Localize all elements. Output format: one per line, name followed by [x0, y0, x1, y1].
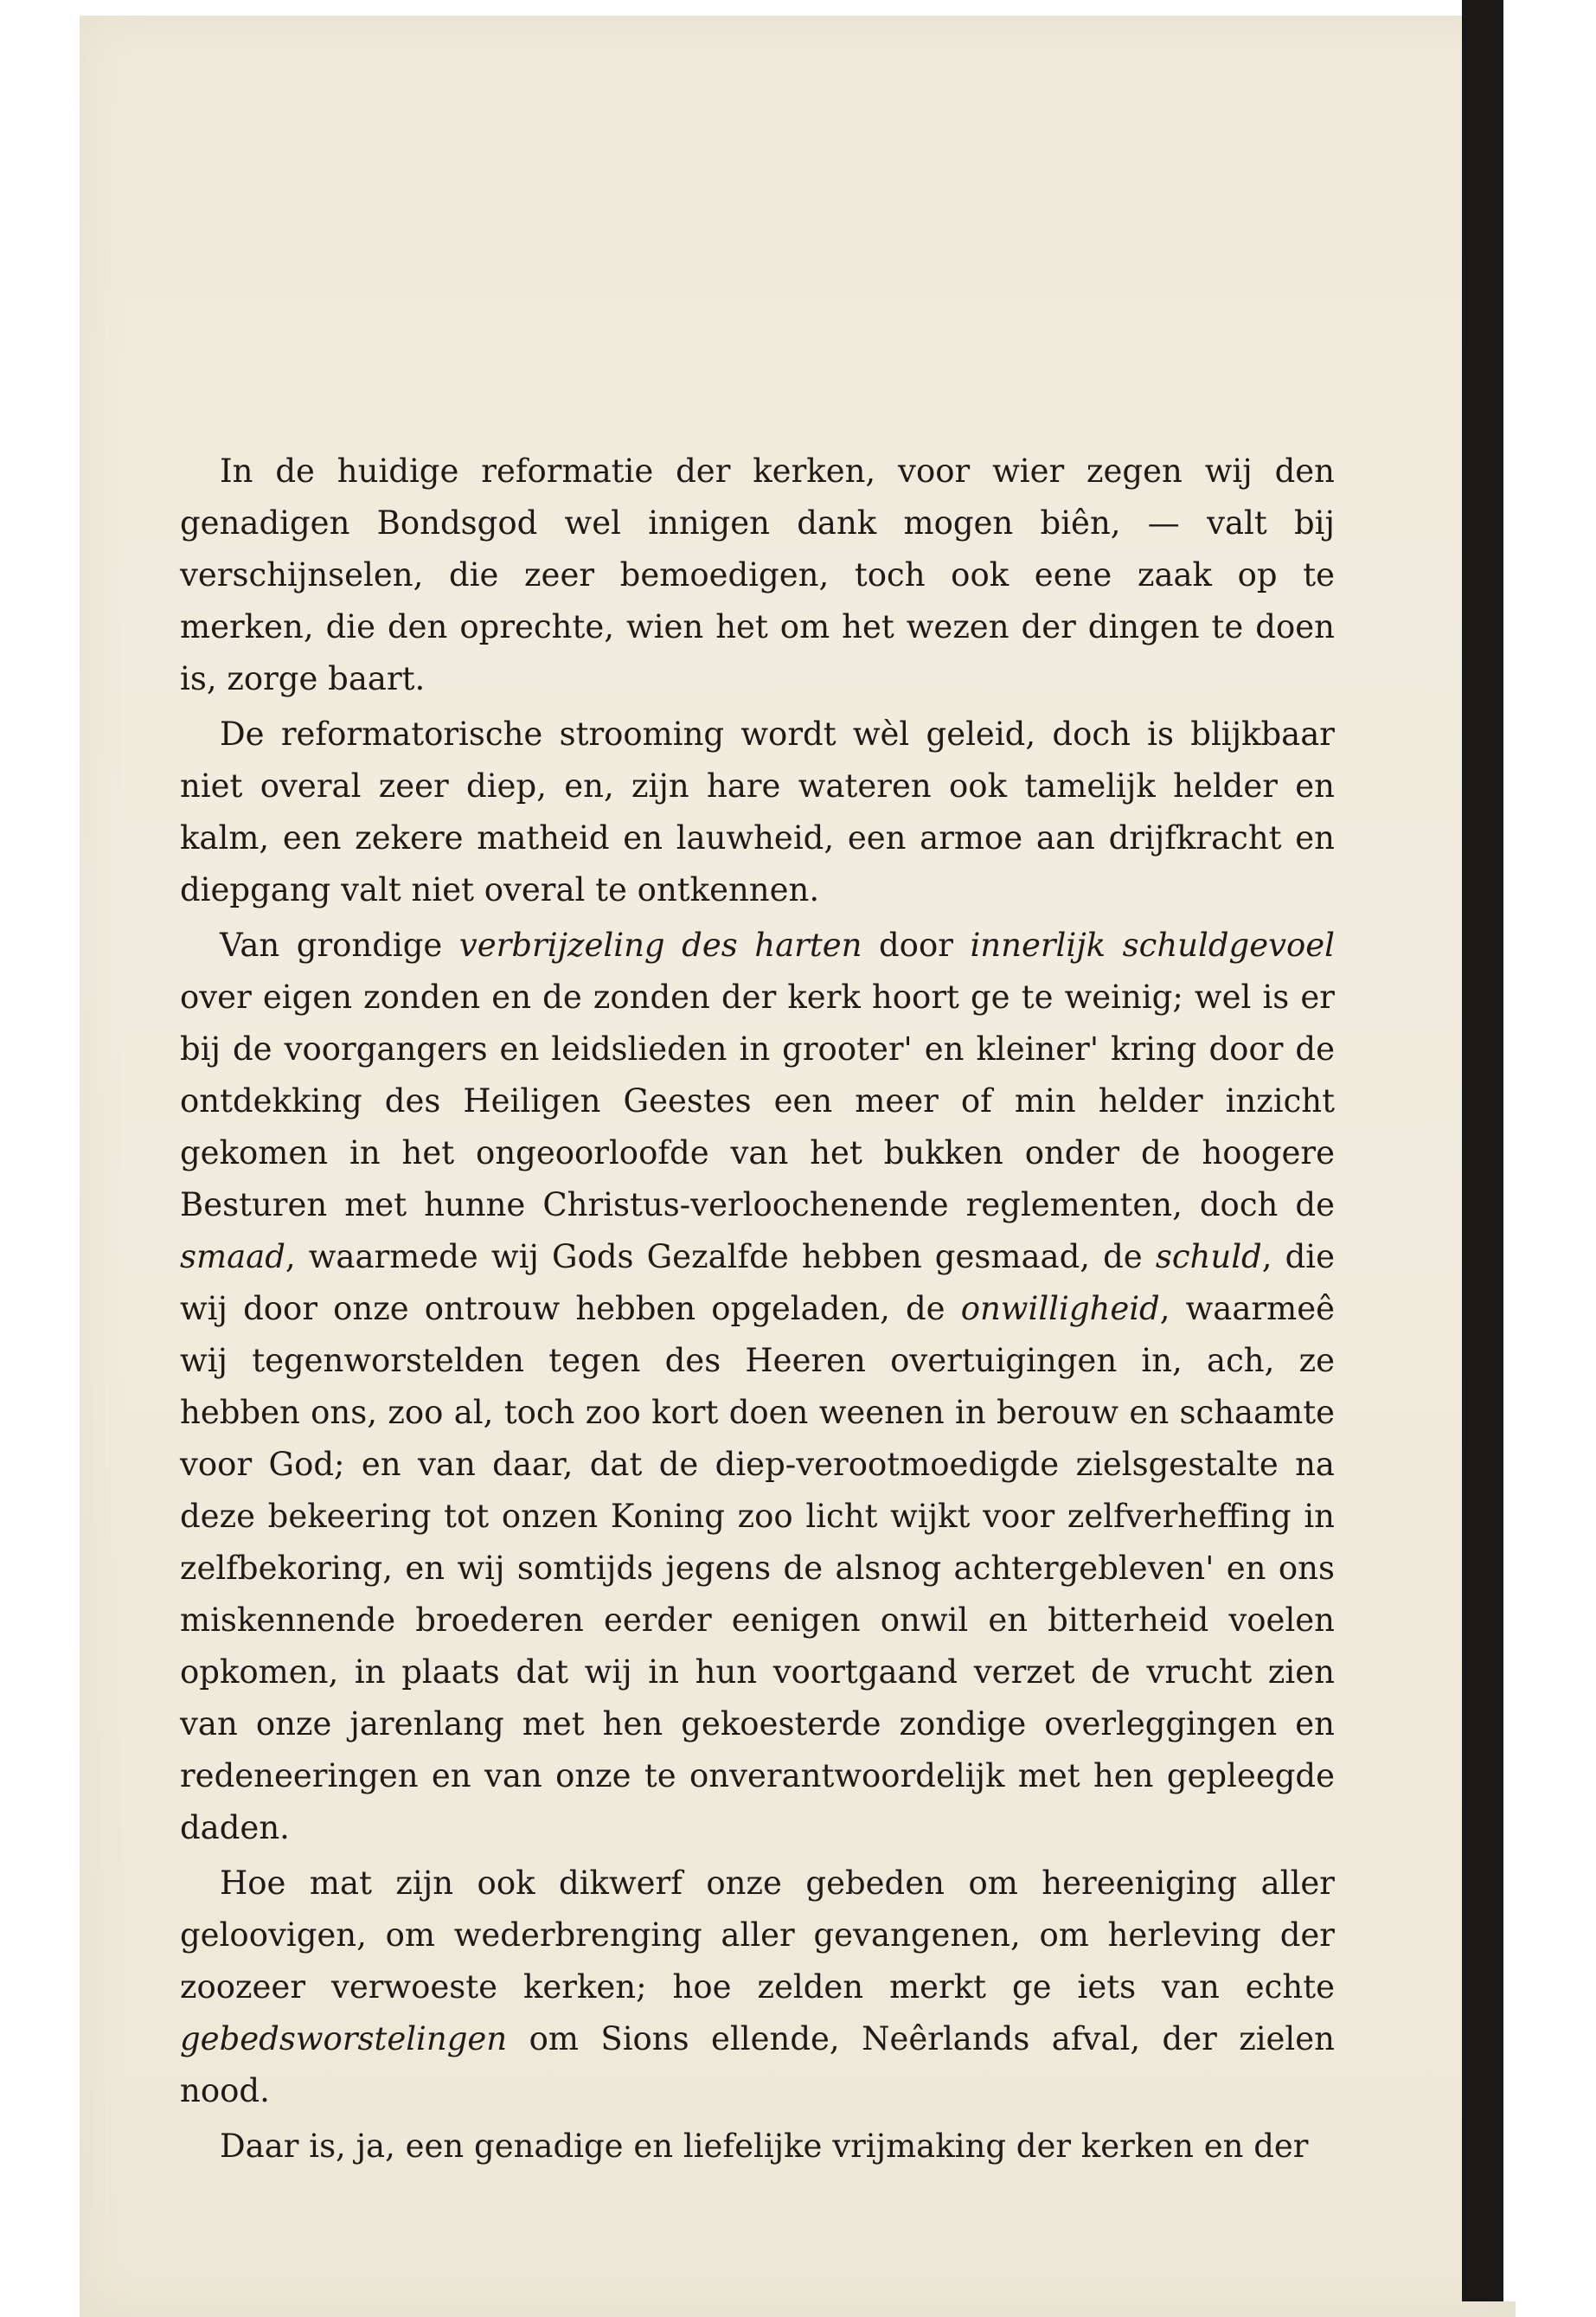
page-edge-shadow	[1462, 0, 1503, 2301]
paragraph	[180, 1858, 1335, 2117]
italic-run: verbrijzeling des harten	[458, 927, 862, 964]
italic-run: schuld	[1155, 1238, 1262, 1275]
text-run: Daar is, ja, een genadige en liefelijke vrijmaking der kerken en der	[220, 2128, 1309, 2165]
paragraph	[180, 709, 1335, 916]
text-run: Van grondige	[220, 927, 459, 964]
italic-run: smaad	[180, 1238, 285, 1275]
text-run: , waarmeê wij tegenworstelden tegen des Heeren overtuigingen in, ach, ze hebben ons, zoo al, toch zoo kort doen weenen in berouw en schaamte voor God; en van daar, dat de diep-verootmoedigde zielsgestalte na deze bekeering tot onzen Koning zoo licht wijkt voor zelfverheffing in zelfbekoring, en wij somtijds jegens de alsnog achtergebleven' en ons miskennende broederen eerder eenigen onwil en bitterheid voelen opkomen, in plaats dat wij in hun voortgaand verzet de vrucht zien van onze jarenlang met hen gekoesterde zondige overleggingen en redeneeringen en van onze te onverantwoordelijk met hen gepleegde daden.	[180, 1290, 1335, 1846]
text-run: , die wij door onze ontrouw hebben opgeladen, de	[180, 1238, 1336, 1327]
paragraph	[180, 920, 1335, 1854]
text-run: De reformatorische strooming wordt wèl geleid, doch is blijkbaar niet overal zeer diep, en, zijn hare wateren ook tamelijk helder en kalm, een zekere matheid en lauwheid, een armoe aan drijfkracht en diepgang valt niet overal te ontkennen.	[180, 716, 1335, 908]
body-text	[180, 446, 1335, 2173]
text-run: In de huidige reformatie der kerken, voor wier zegen wij den genadigen Bondsgod wel innigen dank mogen biên, — valt bij verschijnselen, die zeer bemoedigen, toch ook eene zaak op te merken, die den oprechte, wien het om het wezen der dingen te doen is, zorge baart.	[180, 452, 1335, 697]
text-run: , waarmede wij Gods Gezalfde hebben gesmaad, de	[285, 1238, 1156, 1275]
scan-margin	[1503, 0, 1596, 2301]
paragraph	[180, 446, 1335, 705]
paragraph	[180, 2121, 1335, 2173]
text-run: Hoe mat zijn ook dikwerf onze gebeden om hereeniging aller geloovigen, om wederbrenging aller gevangenen, om herleving der zoozeer verwoeste kerken; hoe zelden merkt ge iets van echte	[180, 1865, 1335, 2006]
text-run: om Sions ellende, Neêrlands afval, der zielen nood.	[180, 2020, 1335, 2109]
italic-run: innerlijk schuldgevoel	[970, 927, 1336, 964]
text-run: door	[862, 927, 971, 964]
italic-run: onwilligheid	[960, 1290, 1160, 1327]
text-run: over eigen zonden en de zonden der kerk hoort ge te weinig; wel is er bij de voorgangers en leidslieden in grooter' en kleiner' kring door de ontdekking des Heiligen Geestes een meer of min helder inzicht gekomen in het ongeoorloofde van het bukken onder de hoogere Besturen met hunne Christus-verloochenende reglementen, doch de	[180, 979, 1335, 1223]
italic-run: gebedsworstelingen	[180, 2020, 508, 2057]
